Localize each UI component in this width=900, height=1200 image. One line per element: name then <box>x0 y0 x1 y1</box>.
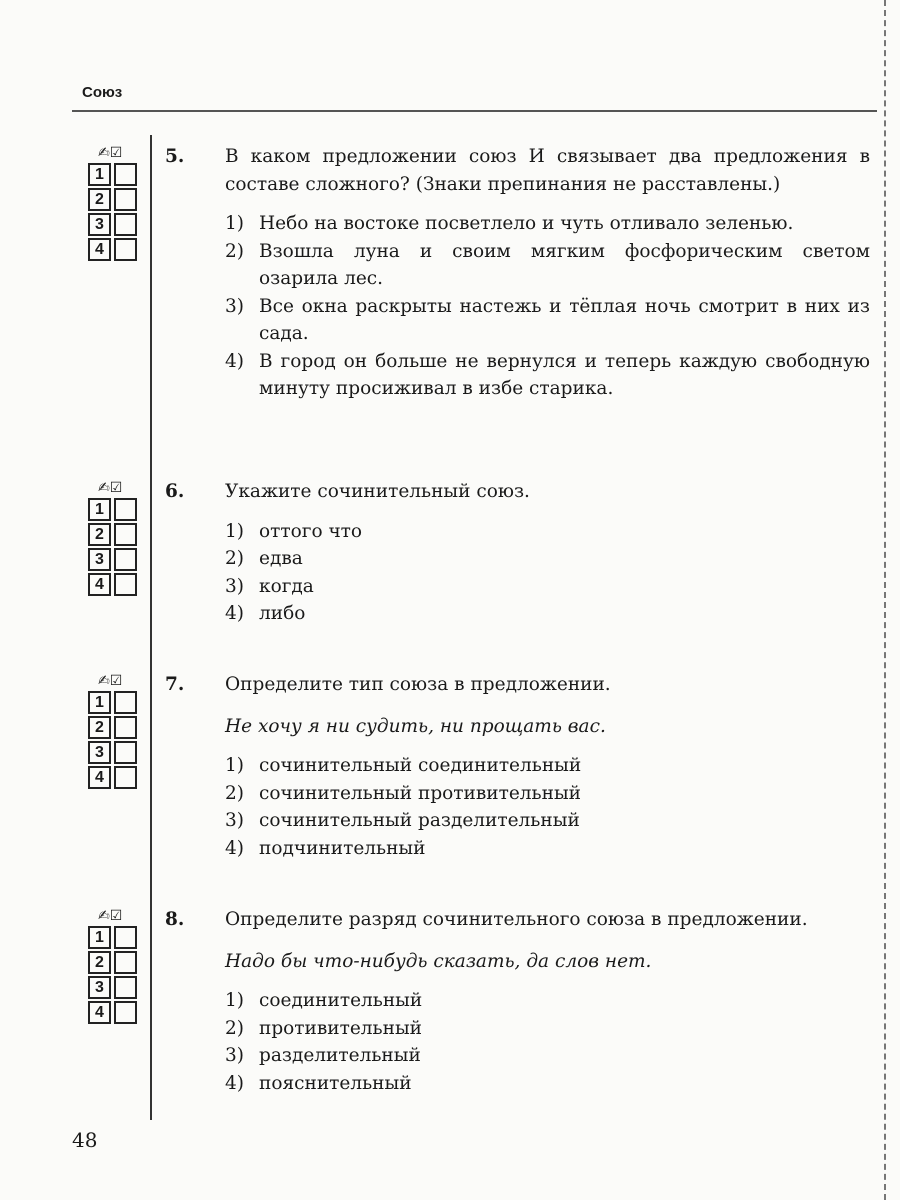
answer-option <box>225 1042 870 1070</box>
option-number: 3) <box>225 295 244 317</box>
answer-box <box>88 673 137 791</box>
answer-option <box>225 752 870 780</box>
option-text: сочинительный разделительный <box>259 810 580 831</box>
answer-cell[interactable] <box>114 188 137 211</box>
option-number: 2) <box>225 240 244 262</box>
answer-option <box>225 348 870 403</box>
question <box>165 906 870 1097</box>
pen-check-icon: ✍☑ <box>98 673 123 689</box>
answer-row <box>88 188 137 211</box>
header-rule <box>72 110 877 112</box>
answer-cell[interactable] <box>114 573 137 596</box>
question-text: Определите разряд сочинительного союза в предложении. <box>225 909 808 930</box>
option-number: 2 <box>88 523 111 546</box>
answer-cell[interactable] <box>114 548 137 571</box>
example-sentence: Надо бы что-нибудь сказать, да слов нет. <box>225 950 652 972</box>
pen-check-icon: ✍☑ <box>98 908 123 924</box>
page-number: 48 <box>72 1128 98 1152</box>
answer-cell[interactable] <box>114 766 137 789</box>
option-text: когда <box>259 575 314 597</box>
answer-box <box>88 145 137 263</box>
question <box>165 143 870 403</box>
answer-row <box>88 573 137 596</box>
answer-option <box>225 600 870 628</box>
option-number: 1 <box>88 163 111 186</box>
option-text: либо <box>259 603 306 624</box>
option-text: Все окна раскрыты настежь и тёплая ночь смотрит в них из сада. <box>259 295 870 344</box>
answer-row <box>88 548 137 571</box>
question-number: 7. <box>165 674 185 695</box>
option-number: 1 <box>88 498 111 521</box>
option-number: 3 <box>88 548 111 571</box>
answer-cell[interactable] <box>114 976 137 999</box>
option-number: 4 <box>88 238 111 261</box>
answer-cell[interactable] <box>114 523 137 546</box>
answer-option <box>225 1070 870 1098</box>
option-text: соединительный <box>259 990 423 1011</box>
option-number: 4) <box>225 603 244 624</box>
option-number: 3) <box>225 575 244 597</box>
option-number: 2) <box>225 548 244 569</box>
answer-option <box>225 573 870 601</box>
answer-option <box>225 835 870 863</box>
cut-line <box>884 0 886 1200</box>
answer-option <box>225 987 870 1015</box>
option-number: 1) <box>225 213 244 234</box>
option-number: 4 <box>88 1001 111 1024</box>
pen-check-icon: ✍☑ <box>98 480 123 496</box>
answer-row <box>88 716 137 739</box>
option-text: оттого что <box>259 520 363 542</box>
answer-cell[interactable] <box>114 213 137 236</box>
answer-cell[interactable] <box>114 926 137 949</box>
option-number: 2 <box>88 716 111 739</box>
option-number: 3 <box>88 741 111 764</box>
answer-option <box>225 807 870 835</box>
option-text: противительный <box>259 1017 423 1039</box>
option-number: 4) <box>225 837 244 859</box>
answer-row <box>88 163 137 186</box>
answer-row <box>88 523 137 546</box>
option-number: 2 <box>88 188 111 211</box>
answer-option <box>225 545 870 573</box>
answer-row <box>88 766 137 789</box>
option-text: Небо на востоке посветлело и чуть отливало зеленью. <box>259 213 794 234</box>
option-number: 2) <box>225 782 244 804</box>
question <box>165 671 870 862</box>
answer-cell[interactable] <box>114 741 137 764</box>
section-header: Союз <box>82 84 123 101</box>
answer-row <box>88 213 137 236</box>
example-sentence: Не хочу я ни судить, ни прощать вас. <box>225 715 606 737</box>
margin-rule <box>150 135 152 1120</box>
answer-row <box>88 741 137 764</box>
answer-row <box>88 976 137 999</box>
answer-option <box>225 780 870 808</box>
answer-box <box>88 908 137 1026</box>
option-number: 4 <box>88 573 111 596</box>
option-number: 1) <box>225 755 244 776</box>
answer-row <box>88 498 137 521</box>
option-number: 3) <box>225 1045 244 1066</box>
option-text: Взошла луна и своим мягким фосфорическим светом озарила лес. <box>259 240 870 289</box>
question-text: В каком предложении союз И связывает два предложения в составе сложного? (Знаки препинания не расставлены.) <box>225 146 870 195</box>
answer-cell[interactable] <box>114 238 137 261</box>
option-text: сочинительный противительный <box>259 782 582 804</box>
option-text: пояснительный <box>259 1072 412 1094</box>
answer-cell[interactable] <box>114 951 137 974</box>
option-number: 1 <box>88 926 111 949</box>
option-number: 3 <box>88 213 111 236</box>
option-number: 1 <box>88 691 111 714</box>
question-number: 8. <box>165 909 185 930</box>
option-text: В город он больше не вернулся и теперь каждую свободную минуту просиживал в избе старика. <box>259 350 870 399</box>
answer-row <box>88 926 137 949</box>
answer-cell[interactable] <box>114 1001 137 1024</box>
question <box>165 478 870 628</box>
option-text: разделительный <box>259 1045 421 1066</box>
option-text: сочинительный соединительный <box>259 755 582 776</box>
answer-cell[interactable] <box>114 163 137 186</box>
answer-option <box>225 210 870 238</box>
option-number: 1) <box>225 520 244 542</box>
answer-row <box>88 691 137 714</box>
answer-cell[interactable] <box>114 716 137 739</box>
answer-option <box>225 238 870 293</box>
option-number: 1) <box>225 990 244 1011</box>
answer-cell[interactable] <box>114 691 137 714</box>
option-number: 2) <box>225 1017 244 1039</box>
answer-row <box>88 951 137 974</box>
question-number: 6. <box>165 481 185 502</box>
option-text: подчинительный <box>259 837 426 859</box>
option-number: 4) <box>225 1072 244 1094</box>
option-text: едва <box>259 548 303 569</box>
option-number: 4 <box>88 766 111 789</box>
answer-row <box>88 1001 137 1024</box>
question-text: Укажите сочинительный союз. <box>225 481 530 502</box>
answer-option <box>225 1015 870 1043</box>
option-number: 4) <box>225 350 244 372</box>
answer-option <box>225 518 870 546</box>
pen-check-icon: ✍☑ <box>98 145 123 161</box>
answer-row <box>88 238 137 261</box>
answer-cell[interactable] <box>114 498 137 521</box>
option-number: 3) <box>225 810 244 831</box>
question-text: Определите тип союза в предложении. <box>225 674 611 695</box>
option-number: 3 <box>88 976 111 999</box>
answer-option <box>225 293 870 348</box>
answer-box <box>88 480 137 598</box>
option-number: 2 <box>88 951 111 974</box>
question-number: 5. <box>165 146 185 167</box>
